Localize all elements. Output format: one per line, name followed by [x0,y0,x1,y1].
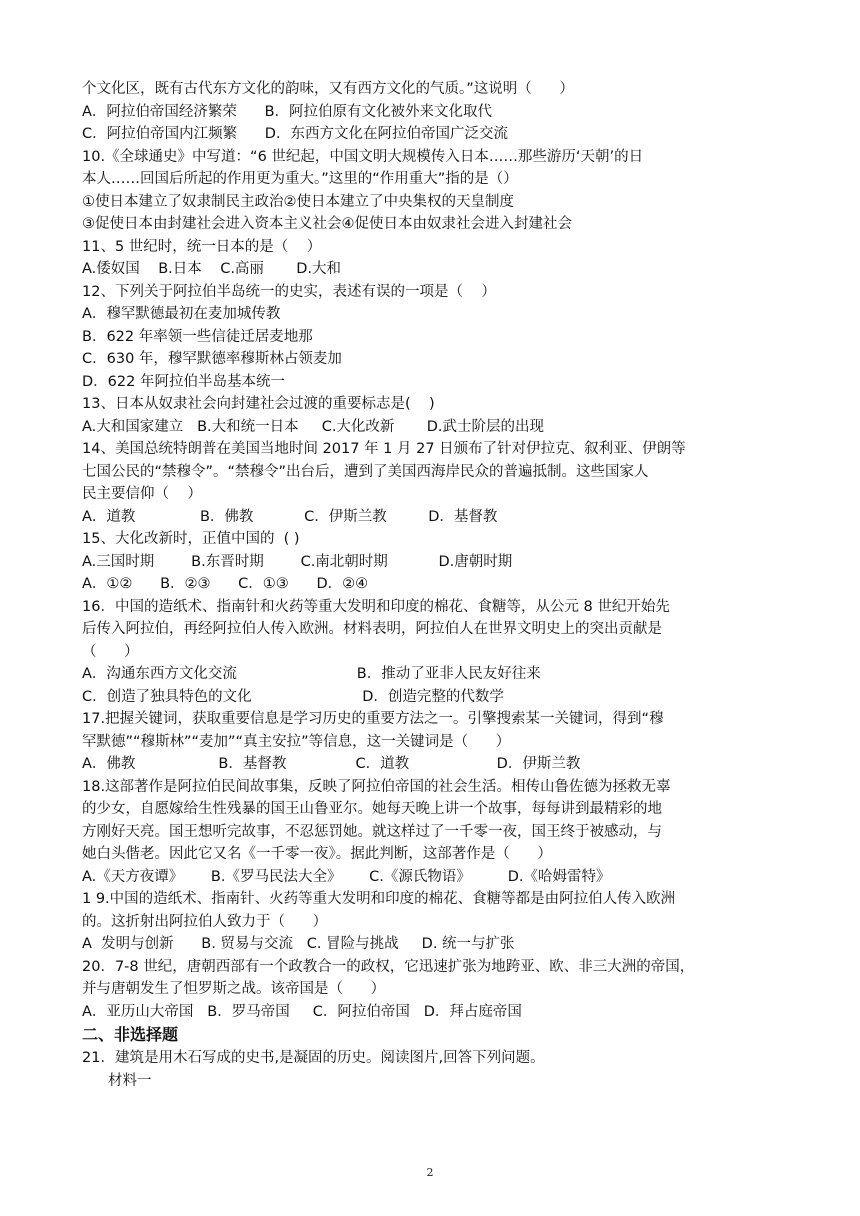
text-line: 方刚好天亮。国王想听完故事，不忍惩罚她。就这样过了一千零一夜，国王终于被感动，与 [82,823,662,840]
text-line: ③促使日本由封建社会进入资本主义社会④促使日本由奴隶社会进入封建社会 [82,216,572,232]
text-line: A．阿拉伯帝国经济繁荣 B．阿拉伯原有文化被外来文化取代 [82,103,493,120]
text-line: 15、大化改新时，正值中国的 ( ) [82,531,300,547]
text-line: A 发明与创新 B. 贸易与交流 C. 冒险与挑战 D. 统一与扩张 [82,936,515,952]
text-line: 本人……回国后所起的作用更为重大。”这里的“作用重大”指的是（） [82,171,518,187]
text-line: 民主要信仰（ ） [82,486,202,502]
text-line: 1 9.中国的造纸术、指南针、火药等重大发明和印度的棉花、食糖等都是由阿拉伯人传入欧洲 [82,891,676,907]
text-line: 罕默德”“穆斯林”“麦加”“真主安拉”等信息，这一关键词是（ ） [82,733,511,750]
text-line: A．沟通东西方文化交流 B．推动了亚非人民友好往来 [82,666,541,682]
text-line: 七国公民的“禁穆令”。“禁穆令”出台后，遭到了美国西海岸民众的普遍抵制。这些国家人 [82,463,649,480]
question-21: 21．建筑是用木石写成的史书,是凝固的历史。阅读图片,回答下列问题。 [82,1050,545,1066]
text-line: 的。这折射出阿拉伯人致力于（ ） [82,913,328,930]
text-line: 20．7-8 世纪，唐朝西部有一个政教合一的政权，它迅速扩张为地跨亚、欧、非三大洲的帝国， [82,958,695,975]
text-line: A.倭奴国 B.日本 C.高丽 D.大和 [82,261,341,277]
section-title: 二、非选择题 [82,1025,179,1044]
material-label: 材料一 [108,1072,152,1089]
text-line: 16．中国的造纸术、指南针和火药等重大发明和印度的棉花、食糖等，从公元 8 世纪开始先 [82,598,670,615]
text-line: D．622 年阿拉伯半岛基本统一 [82,373,285,390]
text-line: 10.《全球通史》中写道：“6 世纪起，中国文明大规模传入日本……那些游历‘天朝’的日 [82,148,644,165]
text-line: A.大和国家建立 B.大和统一日本 C.大化改新 D.武士阶层的出现 [82,418,544,435]
text-line: 并与唐朝发生了怛罗斯之战。该帝国是（ ） [82,981,386,997]
text-line: A．道教 B．佛教 C．伊斯兰教 D．基督教 [82,508,498,525]
question-lines [82,78,782,1023]
text-line: 14、美国总统特朗普在美国当地时间 2017 年 1 月 27 日颁布了针对伊拉克、叙利亚、伊朗等 [82,441,686,457]
text-line: A．佛教 B．基督教 C．道教 D．伊斯兰教 [82,756,581,772]
text-line: 后传入阿拉伯，再经阿拉伯人传入欧洲。材料表明，阿拉伯人在世界文明史上的突出贡献是 [82,621,662,637]
text-line: A.《天方夜谭》 B.《罗马民法大全》 C.《源氏物语》 D.《哈姆雷特》 [82,868,611,885]
text-line: 11、5 世纪时，统一日本的是（ ） [82,238,322,255]
text-line: ①使日本建立了奴隶制民主政治②使日本建立了中央集权的天皇制度 [82,193,514,210]
document-page [82,78,782,1092]
text-line: 个文化区，既有古代东方文化的韵味，又有西方文化的气质。”这说明（ ） [82,81,574,97]
text-line: 17.把握关键词，获取重要信息是学习历史的重要方法之一。引擎搜索某一关键词，得到“穆 [82,711,664,727]
page-number: 2 [426,1166,434,1179]
text-line: A．穆罕默德最初在麦加城传教 [82,306,281,322]
text-line: B．622 年率领一些信徒迁居麦地那 [82,328,313,345]
text-line: A．①② B．②③ C．①③ D．②④ [82,576,369,592]
text-line: C．阿拉伯帝国内江频繁 D．东西方文化在阿拉伯帝国广泛交流 [82,126,508,142]
text-line: A．亚历山大帝国 B．罗马帝国 C．阿拉伯帝国 D．拜占庭帝国 [82,1003,522,1020]
text-line: 18.这部著作是阿拉伯民间故事集，反映了阿拉伯帝国的社会生活。相传山鲁佐德为拯救无辜 [82,778,671,795]
text-line: 12、下列关于阿拉伯半岛统一的史实，表述有误的一项是（ ） [82,283,496,300]
text-line: 她白头偕老。因此它又名《一千零一夜》。据此判断，这部著作是（ ） [82,846,552,862]
text-line: 13、日本从奴隶社会向封建社会过渡的重要标志是( ) [82,396,435,412]
text-line: C．创造了独具特色的文化 D．创造完整的代数学 [82,688,504,705]
text-line: （ ） [82,643,139,660]
text-line: A.三国时期 B.东晋时期 C.南北朝时期 D.唐朝时期 [82,553,513,570]
text-line: 的少女，自愿嫁给生性残暴的国王山鲁亚尔。她每天晚上讲一个故事，每每讲到最精彩的地 [82,801,662,817]
text-line: C．630 年，穆罕默德率穆斯林占领麦加 [82,351,342,367]
